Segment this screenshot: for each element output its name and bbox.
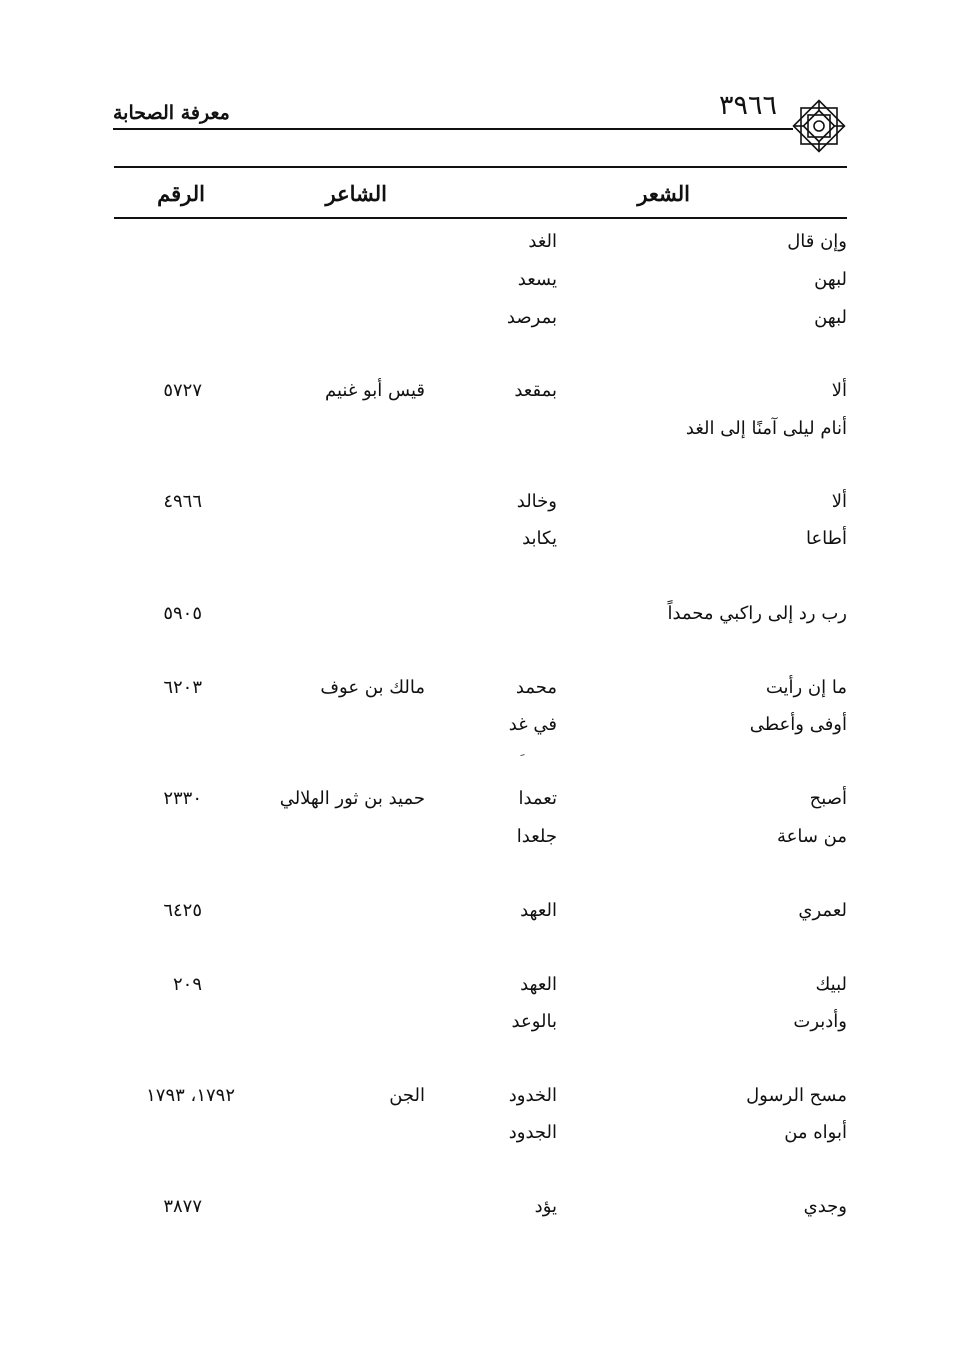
verse-rhyme-word: يؤد: [534, 1196, 557, 1217]
verse-rhyme-word: بمقعد: [514, 380, 557, 401]
verse-first-word: وإن قال: [787, 231, 847, 252]
verse-first-word: أوفى وأعطى: [749, 714, 847, 735]
entry-number: ٦٢٠٣: [163, 677, 202, 698]
poet-name: حميد بن ثور الهلالي: [279, 788, 425, 809]
verse-first-word: ما إن رأيت: [765, 677, 847, 698]
verse-first-word: أنام ليلى آمنًا إلى الغد: [685, 418, 847, 439]
entry-number: ٣٨٧٧: [163, 1196, 202, 1217]
verse-rhyme-word: الخدود: [508, 1085, 557, 1106]
poet-name: الجن: [389, 1085, 425, 1106]
book-title: معرفة الصحابة: [113, 102, 230, 124]
verse-first-word: مسح الرسول: [746, 1085, 847, 1106]
entry-number: ٤٩٦٦: [163, 491, 202, 512]
verse-rhyme-word: يسعد: [517, 269, 557, 290]
table-header-rule: [114, 217, 847, 219]
entry-number: ٥٩٠٥: [163, 603, 202, 624]
verse-rhyme-word: الجدود: [508, 1122, 557, 1143]
entry-number: ٦٤٢٥: [163, 900, 202, 921]
verse-rhyme-word: الغد: [528, 231, 557, 252]
verse-first-word: لبيك: [815, 974, 847, 995]
entry-number: ٢٣٣٠: [163, 788, 202, 809]
verse-first-word: من ساعة: [776, 826, 847, 847]
verse-first-word: أصبح: [809, 788, 847, 809]
verse-first-word: أطاعا: [805, 528, 847, 549]
verse-first-word: ألا: [831, 380, 847, 401]
entry-number: ٢٠٩: [172, 974, 202, 995]
entry-number: ٥٧٢٧: [163, 380, 202, 401]
verse-rhyme-word: وخالد: [516, 491, 557, 512]
verse-rhyme-word: يكابد: [522, 528, 557, 549]
verse-rhyme-word: بالوعد: [511, 1011, 557, 1032]
verse-first-word: ألا: [831, 491, 847, 512]
verse-first-word: لبهن: [814, 307, 847, 328]
verse-rhyme-word: العهد: [520, 900, 557, 921]
verse-rhyme-word: محمد: [515, 677, 557, 698]
verse-first-word: أبواه من: [784, 1122, 847, 1143]
verse-first-word: رب رد إلى راكبي محمداً: [667, 603, 847, 624]
verse-rhyme-word: تعمدا: [518, 788, 557, 809]
header-rule: [113, 128, 793, 130]
verse-first-word: لعمري: [798, 900, 847, 921]
verse-rhyme-word: جلعدا: [516, 826, 557, 847]
verse-first-word: لبهن: [814, 269, 847, 290]
column-header-poet: الشاعر: [325, 181, 387, 206]
verse-first-word: وأدبرت: [793, 1011, 847, 1032]
table-top-rule: [114, 166, 847, 168]
verse-rhyme-word: في غد: [508, 714, 557, 735]
page-number: ٣٩٦٦: [718, 90, 777, 121]
verse-first-word: وجدي: [803, 1196, 847, 1217]
poet-name: قيس أبو غنيم: [325, 380, 425, 401]
column-header-poetry: الشعر: [637, 181, 690, 206]
entry-number: ١٧٩٢، ١٧٩٣: [146, 1085, 235, 1106]
poet-name: مالك بن عوف: [320, 677, 425, 698]
verse-rhyme-word: العهد: [520, 974, 557, 995]
star-ornament-icon: [791, 98, 847, 154]
verse-rhyme-word: بمرصد: [506, 307, 557, 328]
column-header-number: الرقم: [157, 181, 205, 206]
